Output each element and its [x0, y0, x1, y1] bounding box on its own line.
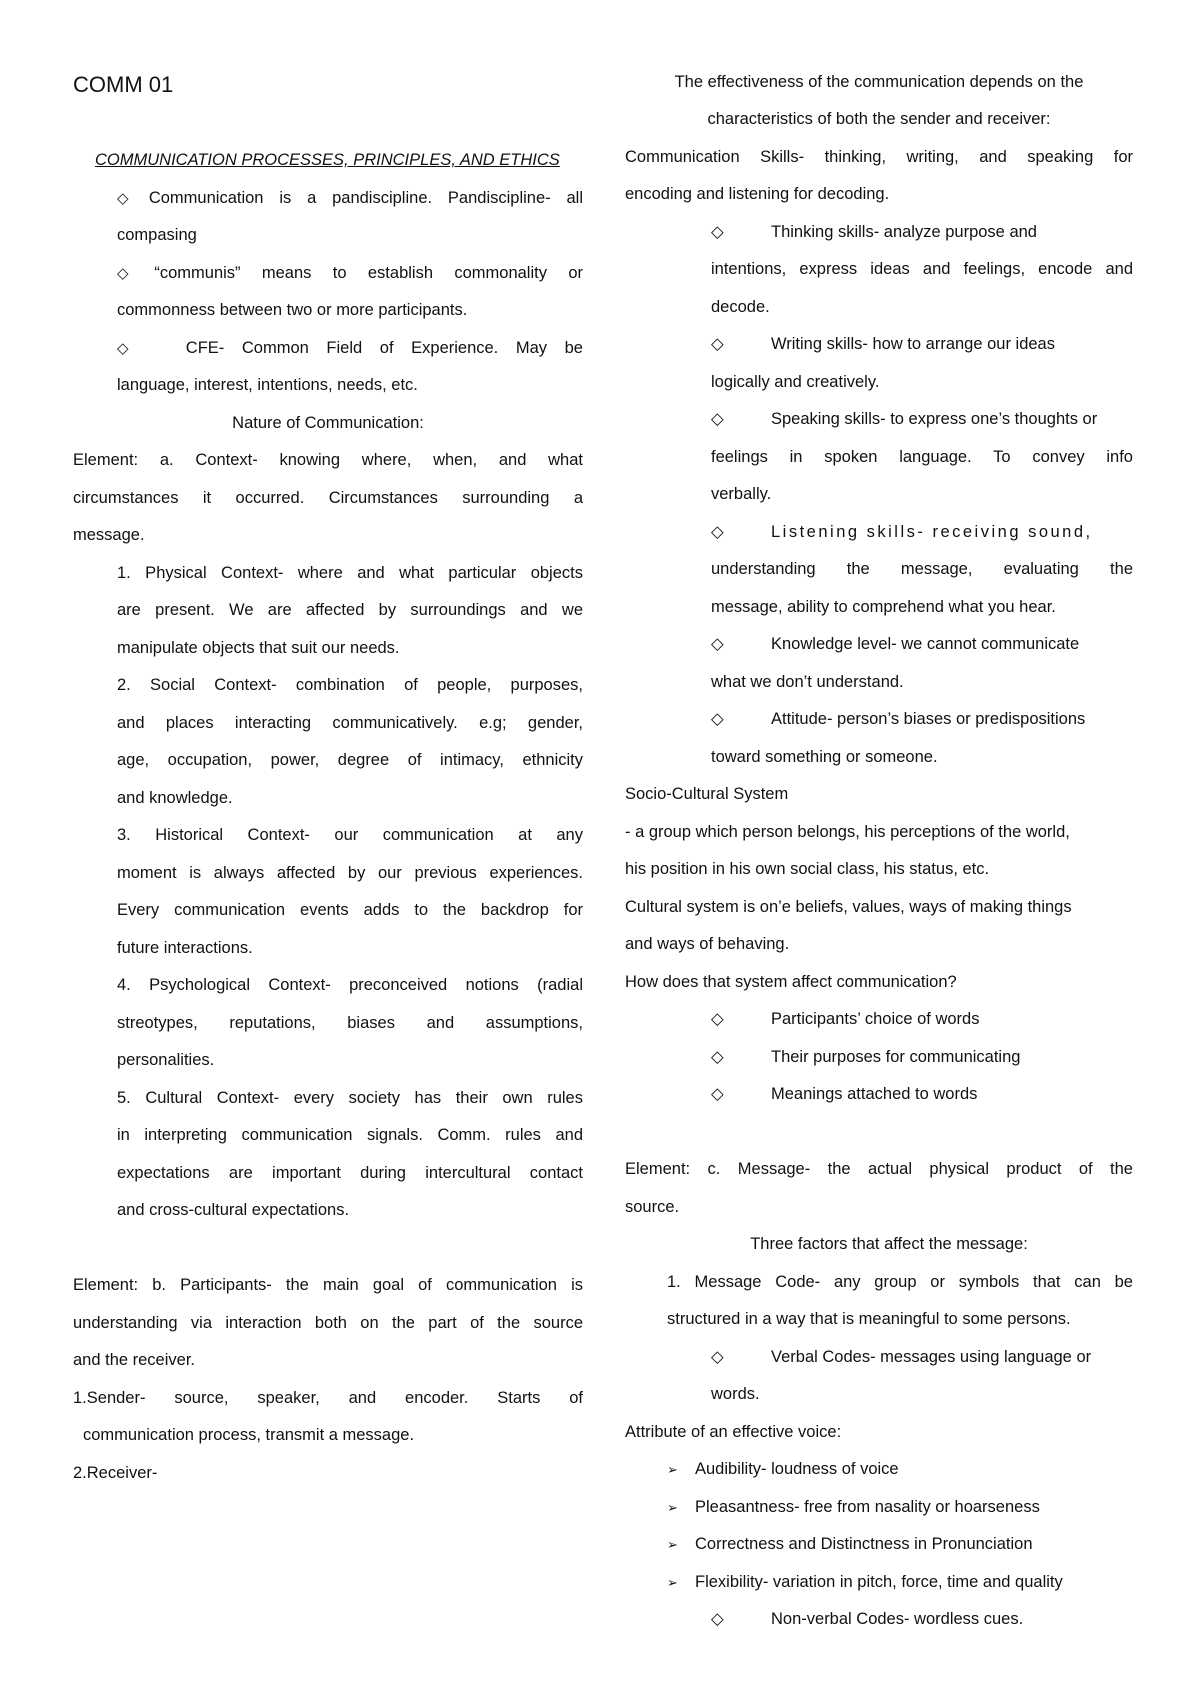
- diamond-bullet-icon: ◇: [117, 340, 129, 357]
- speaking-line3: verbally.: [711, 485, 772, 503]
- bullet-cfe-line2: language, interest, intentions, needs, etc.: [117, 376, 418, 394]
- effectiveness-line1: The effectiveness of the communication depends on the: [674, 73, 1084, 91]
- thinking-line1: ◇ Thinking skills- analyze purpose and: [711, 214, 1133, 251]
- sender-line1: 1.Sender- source, speaker, and encoder. Starts of: [73, 1389, 583, 1407]
- question-line: How does that system affect communication?: [625, 973, 957, 991]
- socio-line1: - a group which person belongs, his perceptions of the world,: [625, 823, 1070, 841]
- arrow-bullet-icon: ➢: [667, 1575, 678, 1590]
- writing-line1: ◇ Writing skills- how to arrange our ideas: [711, 326, 1133, 363]
- historical-line4: future interactions.: [117, 939, 253, 957]
- diamond-bullet-icon: ◇: [711, 1610, 724, 1628]
- arrow-bullet-icon: ➢: [667, 1462, 678, 1477]
- context-line1: Element: a. Context- knowing where, when, and what: [73, 451, 583, 469]
- cultural-line3: expectations are important during intercultural contact: [117, 1164, 583, 1182]
- social-line2: and places interacting communicatively. e.g; gender,: [117, 714, 583, 732]
- diamond-bullet-icon: ◇: [711, 1085, 724, 1103]
- socio-heading: Socio-Cultural System: [625, 785, 789, 803]
- diamond-bullet-icon: ◇: [711, 1010, 724, 1028]
- verbal-line1: ◇ Verbal Codes- messages using language or: [711, 1339, 1133, 1376]
- historical-line3: Every communication events adds to the backdrop for: [117, 901, 583, 919]
- cultural-line1: 5. Cultural Context- every society has their own rules: [117, 1089, 583, 1107]
- diamond-bullet-icon: ◇: [711, 1048, 724, 1066]
- bullet-pandiscipline-line1: ◇ Communication is a pandiscipline. Pandiscipline- all: [117, 180, 583, 217]
- psychological-line2: streotypes, reputations, biases and assumptions,: [117, 1014, 583, 1032]
- writing-line2: logically and creatively.: [711, 373, 880, 391]
- diamond-bullet-icon: ◇: [711, 635, 724, 653]
- participants-line2: understanding via interaction both on the part of the source: [73, 1314, 583, 1332]
- physical-line3: manipulate objects that suit our needs.: [117, 639, 400, 657]
- verbal-line2: words.: [711, 1385, 760, 1403]
- speaking-line1: ◇ Speaking skills- to express one’s thoughts or: [711, 401, 1133, 438]
- attitude-line2: toward something or someone.: [711, 748, 938, 766]
- diamond-bullet-icon: ◇: [711, 410, 724, 428]
- diamond-bullet-icon: ◇: [711, 710, 724, 728]
- diamond-bullet-icon: ◇: [117, 265, 129, 282]
- diamond-bullet-icon: ◇: [117, 190, 129, 207]
- cultural-line4: and cross-cultural expectations.: [117, 1201, 350, 1219]
- cultural-system-line2: and ways of behaving.: [625, 935, 790, 953]
- diamond-bullet-icon: ◇: [711, 335, 724, 353]
- voice-item: ➢ Correctness and Distinctness in Pronunciation: [667, 1526, 1133, 1563]
- skills-line2: encoding and listening for decoding.: [625, 185, 890, 203]
- social-line1: 2. Social Context- combination of people, purposes,: [117, 676, 583, 694]
- code-line2: structured in a way that is meaningful to some persons.: [667, 1310, 1071, 1328]
- three-factors-heading: Three factors that affect the message:: [750, 1235, 1028, 1253]
- knowledge-line1: ◇ Knowledge level- we cannot communicate: [711, 626, 1133, 663]
- voice-item: ➢ Pleasantness- free from nasality or hoarseness: [667, 1489, 1133, 1526]
- code-line1: 1. Message Code- any group or symbols that can be: [667, 1273, 1133, 1291]
- thinking-line2: intentions, express ideas and feelings, encode and: [711, 260, 1133, 278]
- speaking-line2: feelings in spoken language. To convey info: [711, 448, 1133, 466]
- effectiveness-line2: characteristics of both the sender and receiver:: [707, 110, 1051, 128]
- skills-line1: Communication Skills- thinking, writing, and speaking for: [625, 148, 1133, 166]
- social-line3: age, occupation, power, degree of intimacy, ethnicity: [117, 751, 583, 769]
- participants-line3: and the receiver.: [73, 1351, 195, 1369]
- nature-heading: Nature of Communication:: [232, 414, 424, 432]
- physical-line2: are present. We are affected by surroundings and we: [117, 601, 583, 619]
- nonverbal-line: ◇ Non-verbal Codes- wordless cues.: [711, 1601, 1133, 1638]
- cultural-system-line1: Cultural system is on’e beliefs, values, ways of making things: [625, 898, 1072, 916]
- diamond-bullet-icon: ◇: [711, 1348, 724, 1366]
- participants-line1: Element: b. Participants- the main goal of communication is: [73, 1276, 583, 1294]
- diamond-bullet-icon: ◇: [711, 523, 724, 541]
- affect-item: ◇ Meanings attached to words: [711, 1076, 1133, 1113]
- bullet-cfe-line1: ◇ CFE- Common Field of Experience. May be: [117, 330, 583, 367]
- section-heading: COMMUNICATION PROCESSES, PRINCIPLES, AND ETHICS: [95, 151, 560, 169]
- arrow-bullet-icon: ➢: [667, 1537, 678, 1552]
- physical-line1: 1. Physical Context- where and what particular objects: [117, 564, 583, 582]
- voice-item: ➢ Audibility- loudness of voice: [667, 1451, 1133, 1488]
- thinking-line3: decode.: [711, 298, 770, 316]
- knowledge-line2: what we don’t understand.: [711, 673, 904, 691]
- psychological-line3: personalities.: [117, 1051, 215, 1069]
- context-line2: circumstances it occurred. Circumstances surrounding a: [73, 489, 583, 507]
- bullet-communis-line2: commonness between two or more participants.: [117, 301, 468, 319]
- receiver-line: 2.Receiver-: [73, 1464, 158, 1482]
- socio-line2: his position in his own social class, his status, etc.: [625, 860, 990, 878]
- listening-line3: message, ability to comprehend what you hear.: [711, 598, 1056, 616]
- sender-line2: communication process, transmit a message.: [83, 1426, 415, 1444]
- message-line2: source.: [625, 1198, 680, 1216]
- listening-line2: understanding the message, evaluating the: [711, 560, 1133, 578]
- bullet-pandiscipline-line2: compasing: [117, 226, 197, 244]
- historical-line1: 3. Historical Context- our communication at any: [117, 826, 583, 844]
- voice-heading: Attribute of an effective voice:: [625, 1423, 842, 1441]
- social-line4: and knowledge.: [117, 789, 233, 807]
- psychological-line1: 4. Psychological Context- preconceived notions (radial: [117, 976, 583, 994]
- cultural-line2: in interpreting communication signals. Comm. rules and: [117, 1126, 583, 1144]
- historical-line2: moment is always affected by our previous experiences.: [117, 864, 583, 882]
- diamond-bullet-icon: ◇: [711, 223, 724, 241]
- affect-item: ◇ Participants’ choice of words: [711, 1001, 1133, 1038]
- arrow-bullet-icon: ➢: [667, 1500, 678, 1515]
- doc-title: COMM 01: [73, 72, 174, 97]
- bullet-communis-line1: ◇ “communis” means to establish commonality or: [117, 255, 583, 292]
- message-line1: Element: c. Message- the actual physical product of the: [625, 1160, 1133, 1178]
- context-line3: message.: [73, 526, 145, 544]
- voice-item: ➢ Flexibility- variation in pitch, force, time and quality: [667, 1564, 1133, 1601]
- affect-item: ◇ Their purposes for communicating: [711, 1039, 1133, 1076]
- attitude-line1: ◇ Attitude- person’s biases or predispositions: [711, 701, 1133, 738]
- listening-line1: ◇ Listening skills- receiving sound,: [711, 514, 1133, 551]
